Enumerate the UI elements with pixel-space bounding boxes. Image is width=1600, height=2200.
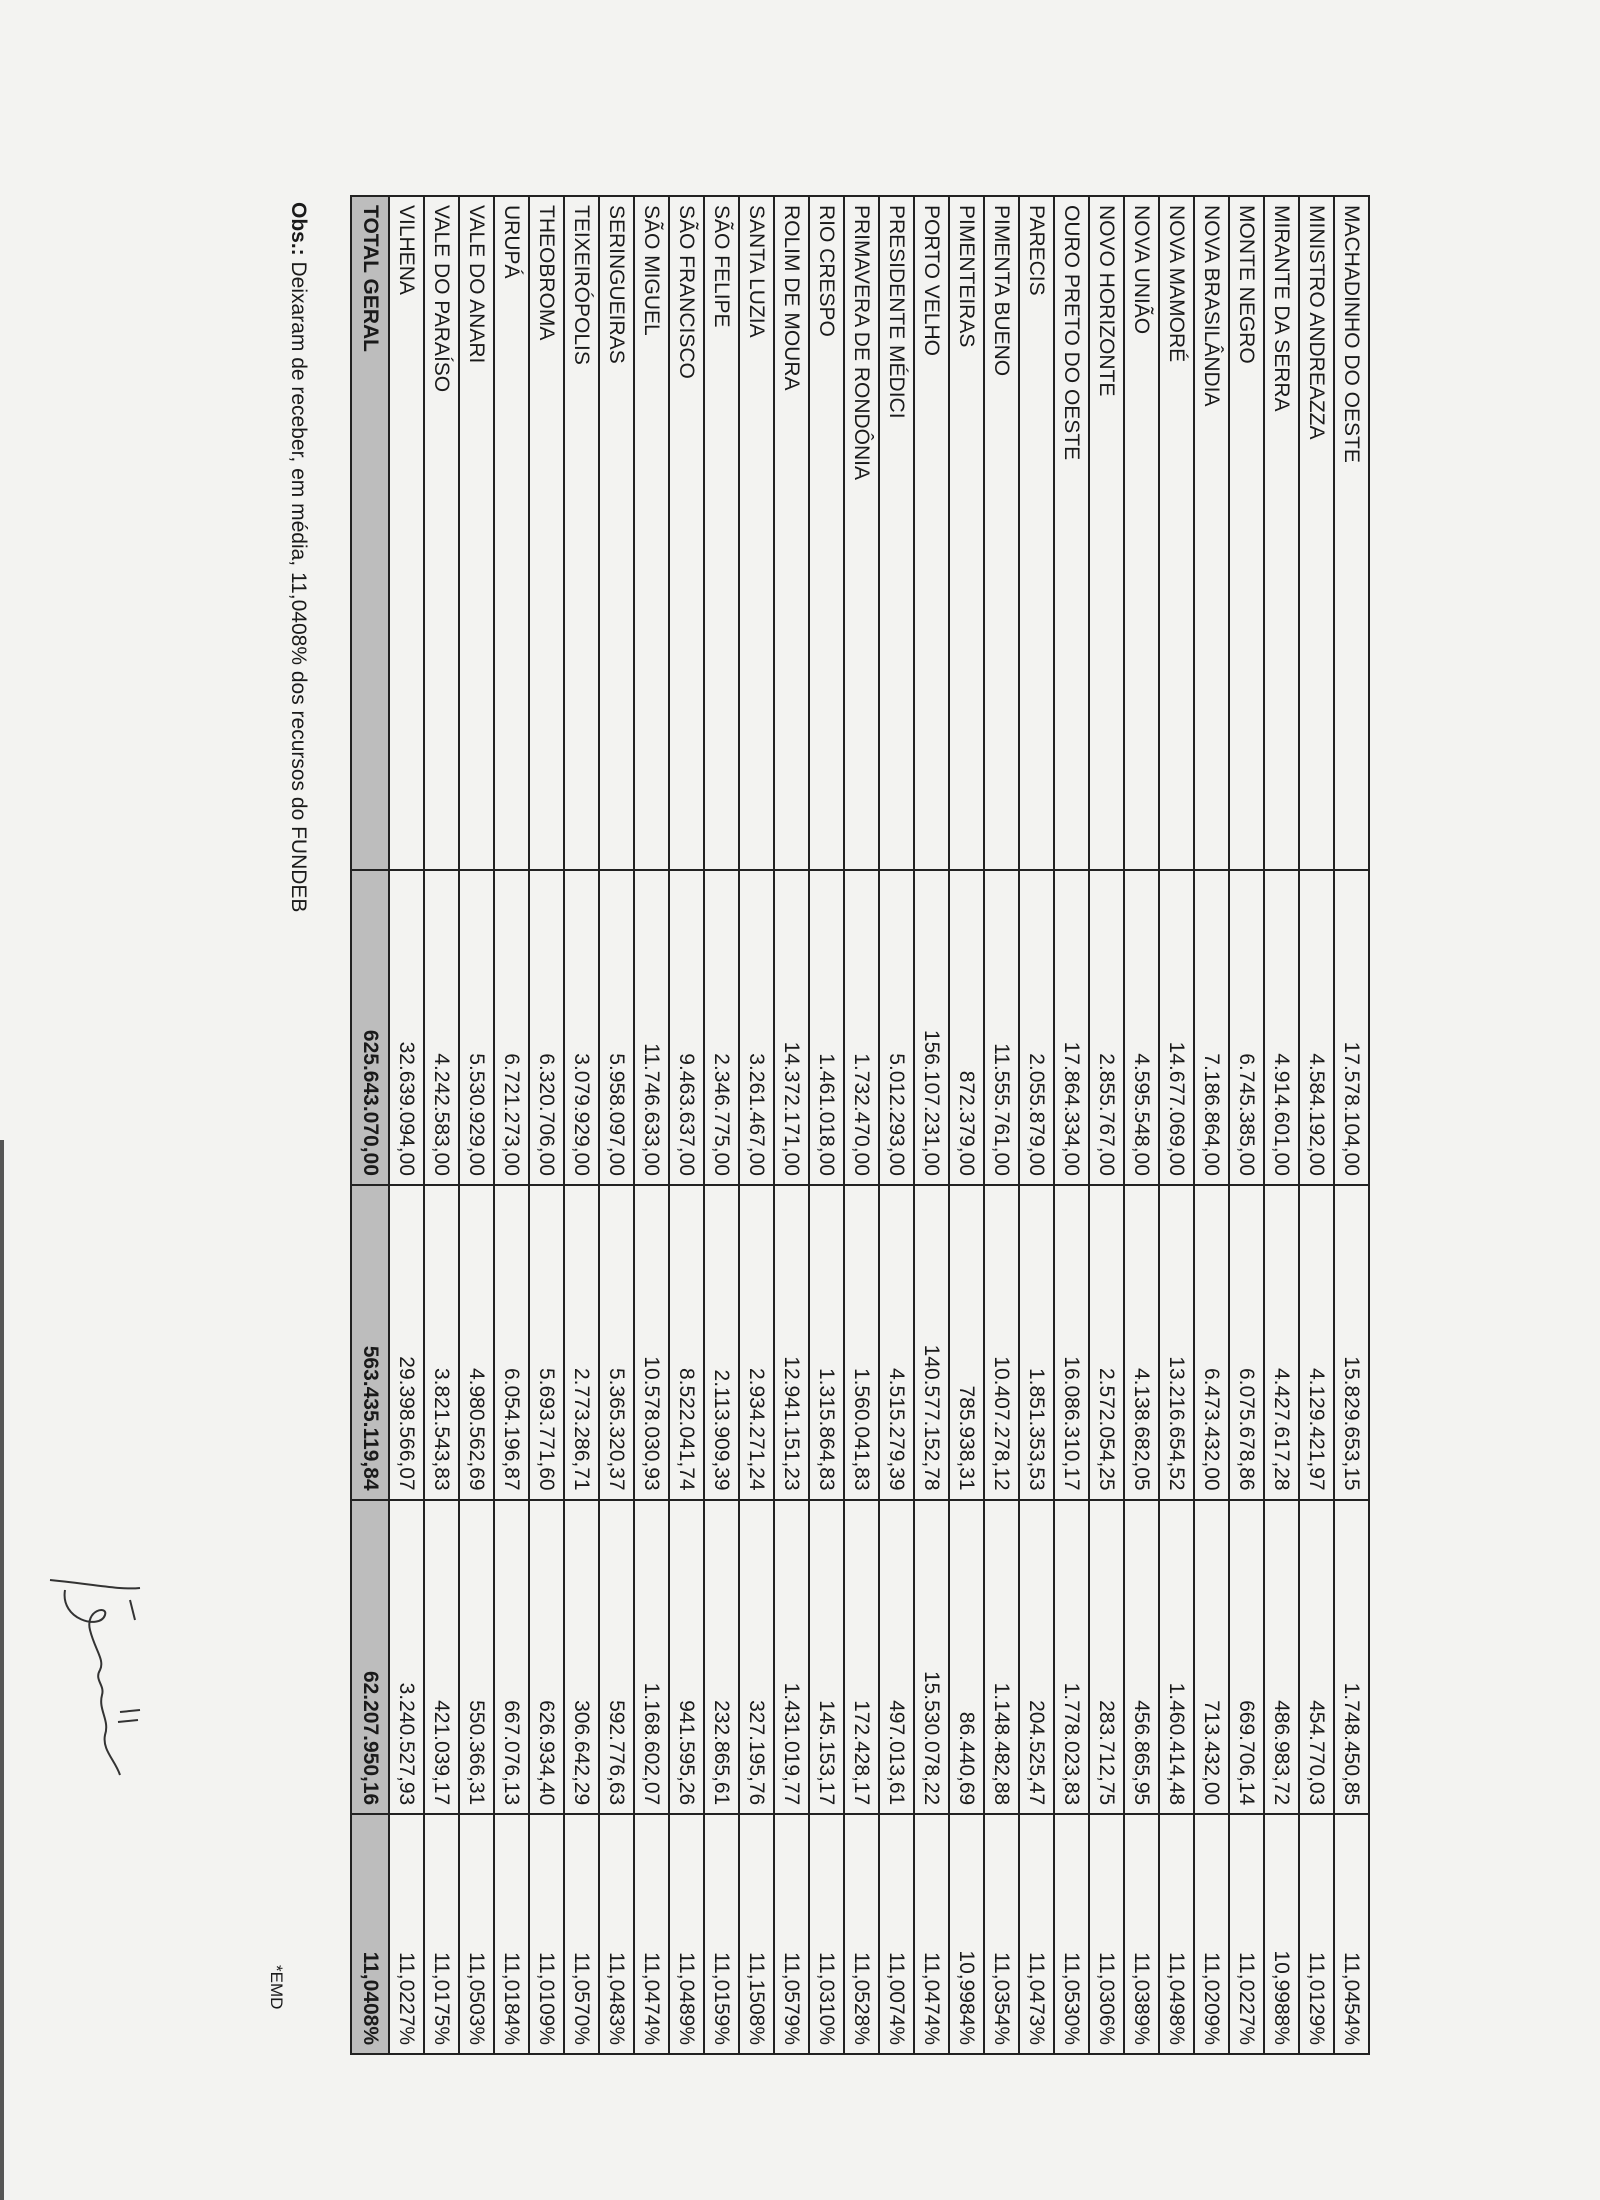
percentage: 11,0483% — [599, 1814, 634, 2054]
percentage: 10,9984% — [949, 1814, 984, 2054]
value-2: 10.578.030,93 — [634, 1185, 669, 1500]
percentage: 11,0159% — [704, 1814, 739, 2054]
value-3: 941.595,26 — [669, 1500, 704, 1815]
value-1: 2.346.775,00 — [704, 870, 739, 1185]
percentage: 11,0530% — [1054, 1814, 1089, 2054]
table-row — [1264, 196, 1299, 2054]
value-3: 327.195,76 — [739, 1500, 774, 1815]
municipality-name: URUPÁ — [494, 196, 529, 870]
value-3: 1.748.450,85 — [1334, 1500, 1369, 1815]
percentage: 11,0579% — [774, 1814, 809, 2054]
value-1: 9.463.637,00 — [669, 870, 704, 1185]
table-row — [914, 196, 949, 2054]
municipality-name: SÃO MIGUEL — [634, 196, 669, 870]
value-3: 497.013,61 — [879, 1500, 914, 1815]
value-1: 11.746.633,00 — [634, 870, 669, 1185]
value-3: 15.530.078,22 — [914, 1500, 949, 1815]
value-1: 2.855.767,00 — [1089, 870, 1124, 1185]
municipality-name: PIMENTA BUENO — [984, 196, 1019, 870]
value-2: 6.473.432,00 — [1194, 1185, 1229, 1500]
value-3: 145.153,17 — [809, 1500, 844, 1815]
value-2: 4.980.562,69 — [459, 1185, 494, 1500]
value-3: 1.460.414,48 — [1159, 1500, 1194, 1815]
value-1: 1.732.470,00 — [844, 870, 879, 1185]
value-3: 713.432,00 — [1194, 1500, 1229, 1815]
municipality-name: VILHENA — [389, 196, 424, 870]
percentage: 11,0408% — [351, 1814, 389, 2054]
percentage: 11,0389% — [1124, 1814, 1159, 2054]
value-2: 1.315.864,83 — [809, 1185, 844, 1500]
table-row — [949, 196, 984, 2054]
table-row — [424, 196, 459, 2054]
table-row — [599, 196, 634, 2054]
percentage: 11,0503% — [459, 1814, 494, 2054]
percentage: 11,0306% — [1089, 1814, 1124, 2054]
percentage: 11,0310% — [809, 1814, 844, 2054]
value-1: 6.745.385,00 — [1229, 870, 1264, 1185]
municipality-name: VALE DO PARAÍSO — [424, 196, 459, 870]
scan-edge-line — [0, 1140, 4, 2200]
value-2: 2.934.271,24 — [739, 1185, 774, 1500]
emd-mark: *EMD — [267, 1965, 286, 2010]
value-1: 4.595.548,00 — [1124, 870, 1159, 1185]
municipality-name: TEIXEIRÓPOLIS — [564, 196, 599, 870]
table-row — [564, 196, 599, 2054]
value-2: 785.938,31 — [949, 1185, 984, 1500]
municipality-name: SANTA LUZIA — [739, 196, 774, 870]
percentage: 11,0175% — [424, 1814, 459, 2054]
value-3: 1.148.482,88 — [984, 1500, 1019, 1815]
handwritten-signature — [30, 1560, 160, 1790]
municipality-name: PIMENTEIRAS — [949, 196, 984, 870]
value-1: 17.864.334,00 — [1054, 870, 1089, 1185]
value-3: 306.642,29 — [564, 1500, 599, 1815]
value-3: 86.440,69 — [949, 1500, 984, 1815]
percentage: 11,0209% — [1194, 1814, 1229, 2054]
table-row — [704, 196, 739, 2054]
value-3: 1.168.602,07 — [634, 1500, 669, 1815]
value-1: 17.578.104,00 — [1334, 870, 1369, 1185]
value-3: 456.865,95 — [1124, 1500, 1159, 1815]
table-row — [1089, 196, 1124, 2054]
table-row — [494, 196, 529, 2054]
percentage: 11,0528% — [844, 1814, 879, 2054]
percentage: 11,0454% — [1334, 1814, 1369, 2054]
value-1: 5.012.293,00 — [879, 870, 914, 1185]
table-row — [1054, 196, 1089, 2054]
municipality-name: MONTE NEGRO — [1229, 196, 1264, 870]
percentage: 11,0474% — [914, 1814, 949, 2054]
value-2: 13.216.654,52 — [1159, 1185, 1194, 1500]
municipality-name: OURO PRETO DO OESTE — [1054, 196, 1089, 870]
table-row — [809, 196, 844, 2054]
value-2: 8.522.041,74 — [669, 1185, 704, 1500]
table-row — [529, 196, 564, 2054]
value-1: 4.914.601,00 — [1264, 870, 1299, 1185]
value-3: 232.865,61 — [704, 1500, 739, 1815]
municipality-name: NOVA UNIÃO — [1124, 196, 1159, 870]
percentage: 11,0227% — [1229, 1814, 1264, 2054]
value-3: 669.706,14 — [1229, 1500, 1264, 1815]
value-3: 204.525,47 — [1019, 1500, 1054, 1815]
value-1: 11.555.761,00 — [984, 870, 1019, 1185]
value-1: 5.958.097,00 — [599, 870, 634, 1185]
percentage: 10,9988% — [1264, 1814, 1299, 2054]
table-row — [1194, 196, 1229, 2054]
value-3: 1.778.023,83 — [1054, 1500, 1089, 1815]
percentage: 11,0129% — [1299, 1814, 1334, 2054]
total-row — [351, 196, 389, 2054]
table-row — [1299, 196, 1334, 2054]
value-1: 1.461.018,00 — [809, 870, 844, 1185]
municipality-name: TOTAL GERAL — [351, 196, 389, 870]
municipality-name: MIRANTE DA SERRA — [1264, 196, 1299, 870]
value-2: 2.572.054,25 — [1089, 1185, 1124, 1500]
percentage: 11,0474% — [634, 1814, 669, 2054]
table-row — [389, 196, 424, 2054]
table-row — [669, 196, 704, 2054]
value-2: 15.829.653,15 — [1334, 1185, 1369, 1500]
value-3: 283.712,75 — [1089, 1500, 1124, 1815]
value-3: 550.366,31 — [459, 1500, 494, 1815]
value-1: 872.379,00 — [949, 870, 984, 1185]
percentage: 11,0354% — [984, 1814, 1019, 2054]
percentage: 11,1508% — [739, 1814, 774, 2054]
value-1: 6.721.273,00 — [494, 870, 529, 1185]
value-3: 172.428,17 — [844, 1500, 879, 1815]
value-2: 2.113.909,39 — [704, 1185, 739, 1500]
value-2: 1.851.353,53 — [1019, 1185, 1054, 1500]
municipality-name: NOVA MAMORÉ — [1159, 196, 1194, 870]
value-3: 667.076,13 — [494, 1500, 529, 1815]
municipality-name: ROLIM DE MOURA — [774, 196, 809, 870]
value-1: 4.242.583,00 — [424, 870, 459, 1185]
table-row — [1124, 196, 1159, 2054]
observation-note — [286, 202, 310, 1802]
value-2: 2.773.286,71 — [564, 1185, 599, 1500]
percentage: 11,0498% — [1159, 1814, 1194, 2054]
value-1: 14.677.069,00 — [1159, 870, 1194, 1185]
table-row — [1019, 196, 1054, 2054]
value-2: 563.435.119,84 — [351, 1185, 389, 1500]
value-1: 6.320.706,00 — [529, 870, 564, 1185]
table-row — [1159, 196, 1194, 2054]
value-1: 3.261.467,00 — [739, 870, 774, 1185]
municipality-name: SERINGUEIRAS — [599, 196, 634, 870]
value-2: 1.560.041,83 — [844, 1185, 879, 1500]
percentage: 11,0489% — [669, 1814, 704, 2054]
municipality-name: THEOBROMA — [529, 196, 564, 870]
fundeb-table — [350, 195, 1370, 2055]
municipality-name: VALE DO ANARI — [459, 196, 494, 870]
obs-label: Obs.: — [287, 202, 310, 256]
value-1: 156.107.231,00 — [914, 870, 949, 1185]
municipality-name: SÃO FRANCISCO — [669, 196, 704, 870]
table-row — [634, 196, 669, 2054]
municipality-name: MACHADINHO DO OESTE — [1334, 196, 1369, 870]
municipality-name: PRESIDENTE MÉDICI — [879, 196, 914, 870]
value-1: 4.584.192,00 — [1299, 870, 1334, 1185]
value-1: 3.079.929,00 — [564, 870, 599, 1185]
value-2: 10.407.278,12 — [984, 1185, 1019, 1500]
table-row — [739, 196, 774, 2054]
value-2: 16.086.310,17 — [1054, 1185, 1089, 1500]
value-2: 6.075.678,86 — [1229, 1185, 1264, 1500]
municipality-name: NOVO HORIZONTE — [1089, 196, 1124, 870]
table-row — [1334, 196, 1369, 2054]
value-1: 32.639.094,00 — [389, 870, 424, 1185]
value-2: 4.427.617,28 — [1264, 1185, 1299, 1500]
table-row — [984, 196, 1019, 2054]
table-row — [844, 196, 879, 2054]
table-row — [774, 196, 809, 2054]
value-2: 4.138.682,05 — [1124, 1185, 1159, 1500]
value-3: 626.934,40 — [529, 1500, 564, 1815]
value-2: 12.941.151,23 — [774, 1185, 809, 1500]
value-2: 4.515.279,39 — [879, 1185, 914, 1500]
municipality-name: NOVA BRASILÂNDIA — [1194, 196, 1229, 870]
value-1: 14.372.171,00 — [774, 870, 809, 1185]
value-3: 454.770,03 — [1299, 1500, 1334, 1815]
municipality-name: RIO CRESPO — [809, 196, 844, 870]
percentage: 11,0109% — [529, 1814, 564, 2054]
table-row — [459, 196, 494, 2054]
value-1: 625.643.070,00 — [351, 870, 389, 1185]
percentage: 11,0570% — [564, 1814, 599, 2054]
percentage: 11,0184% — [494, 1814, 529, 2054]
value-3: 592.776,63 — [599, 1500, 634, 1815]
value-1: 5.530.929,00 — [459, 870, 494, 1185]
value-2: 6.054.196,87 — [494, 1185, 529, 1500]
value-1: 7.186.864,00 — [1194, 870, 1229, 1185]
value-3: 1.431.019,77 — [774, 1500, 809, 1815]
value-3: 3.240.527,93 — [389, 1500, 424, 1815]
value-2: 5.693.771,60 — [529, 1185, 564, 1500]
value-2: 3.821.543,83 — [424, 1185, 459, 1500]
table-row — [1229, 196, 1264, 2054]
municipality-name: PARECIS — [1019, 196, 1054, 870]
municipality-name: PORTO VELHO — [914, 196, 949, 870]
municipality-name: SÃO FELIPE — [704, 196, 739, 870]
value-2: 5.365.320,37 — [599, 1185, 634, 1500]
value-2: 4.129.421,97 — [1299, 1185, 1334, 1500]
value-2: 140.577.152,78 — [914, 1185, 949, 1500]
value-3: 62.207.950,16 — [351, 1500, 389, 1815]
percentage: 11,0473% — [1019, 1814, 1054, 2054]
municipality-name: PRIMAVERA DE RONDÔNIA — [844, 196, 879, 870]
value-2: 29.398.566,07 — [389, 1185, 424, 1500]
percentage: 11,0074% — [879, 1814, 914, 2054]
value-3: 421.039,17 — [424, 1500, 459, 1815]
obs-text: Deixaram de receber, em média, 11,0408% dos recursos do FUNDEB — [287, 255, 310, 913]
value-1: 2.055.879,00 — [1019, 870, 1054, 1185]
table-row — [879, 196, 914, 2054]
municipality-name: MINISTRO ANDREAZZA — [1299, 196, 1334, 870]
percentage: 11,0227% — [389, 1814, 424, 2054]
value-3: 486.983,72 — [1264, 1500, 1299, 1815]
